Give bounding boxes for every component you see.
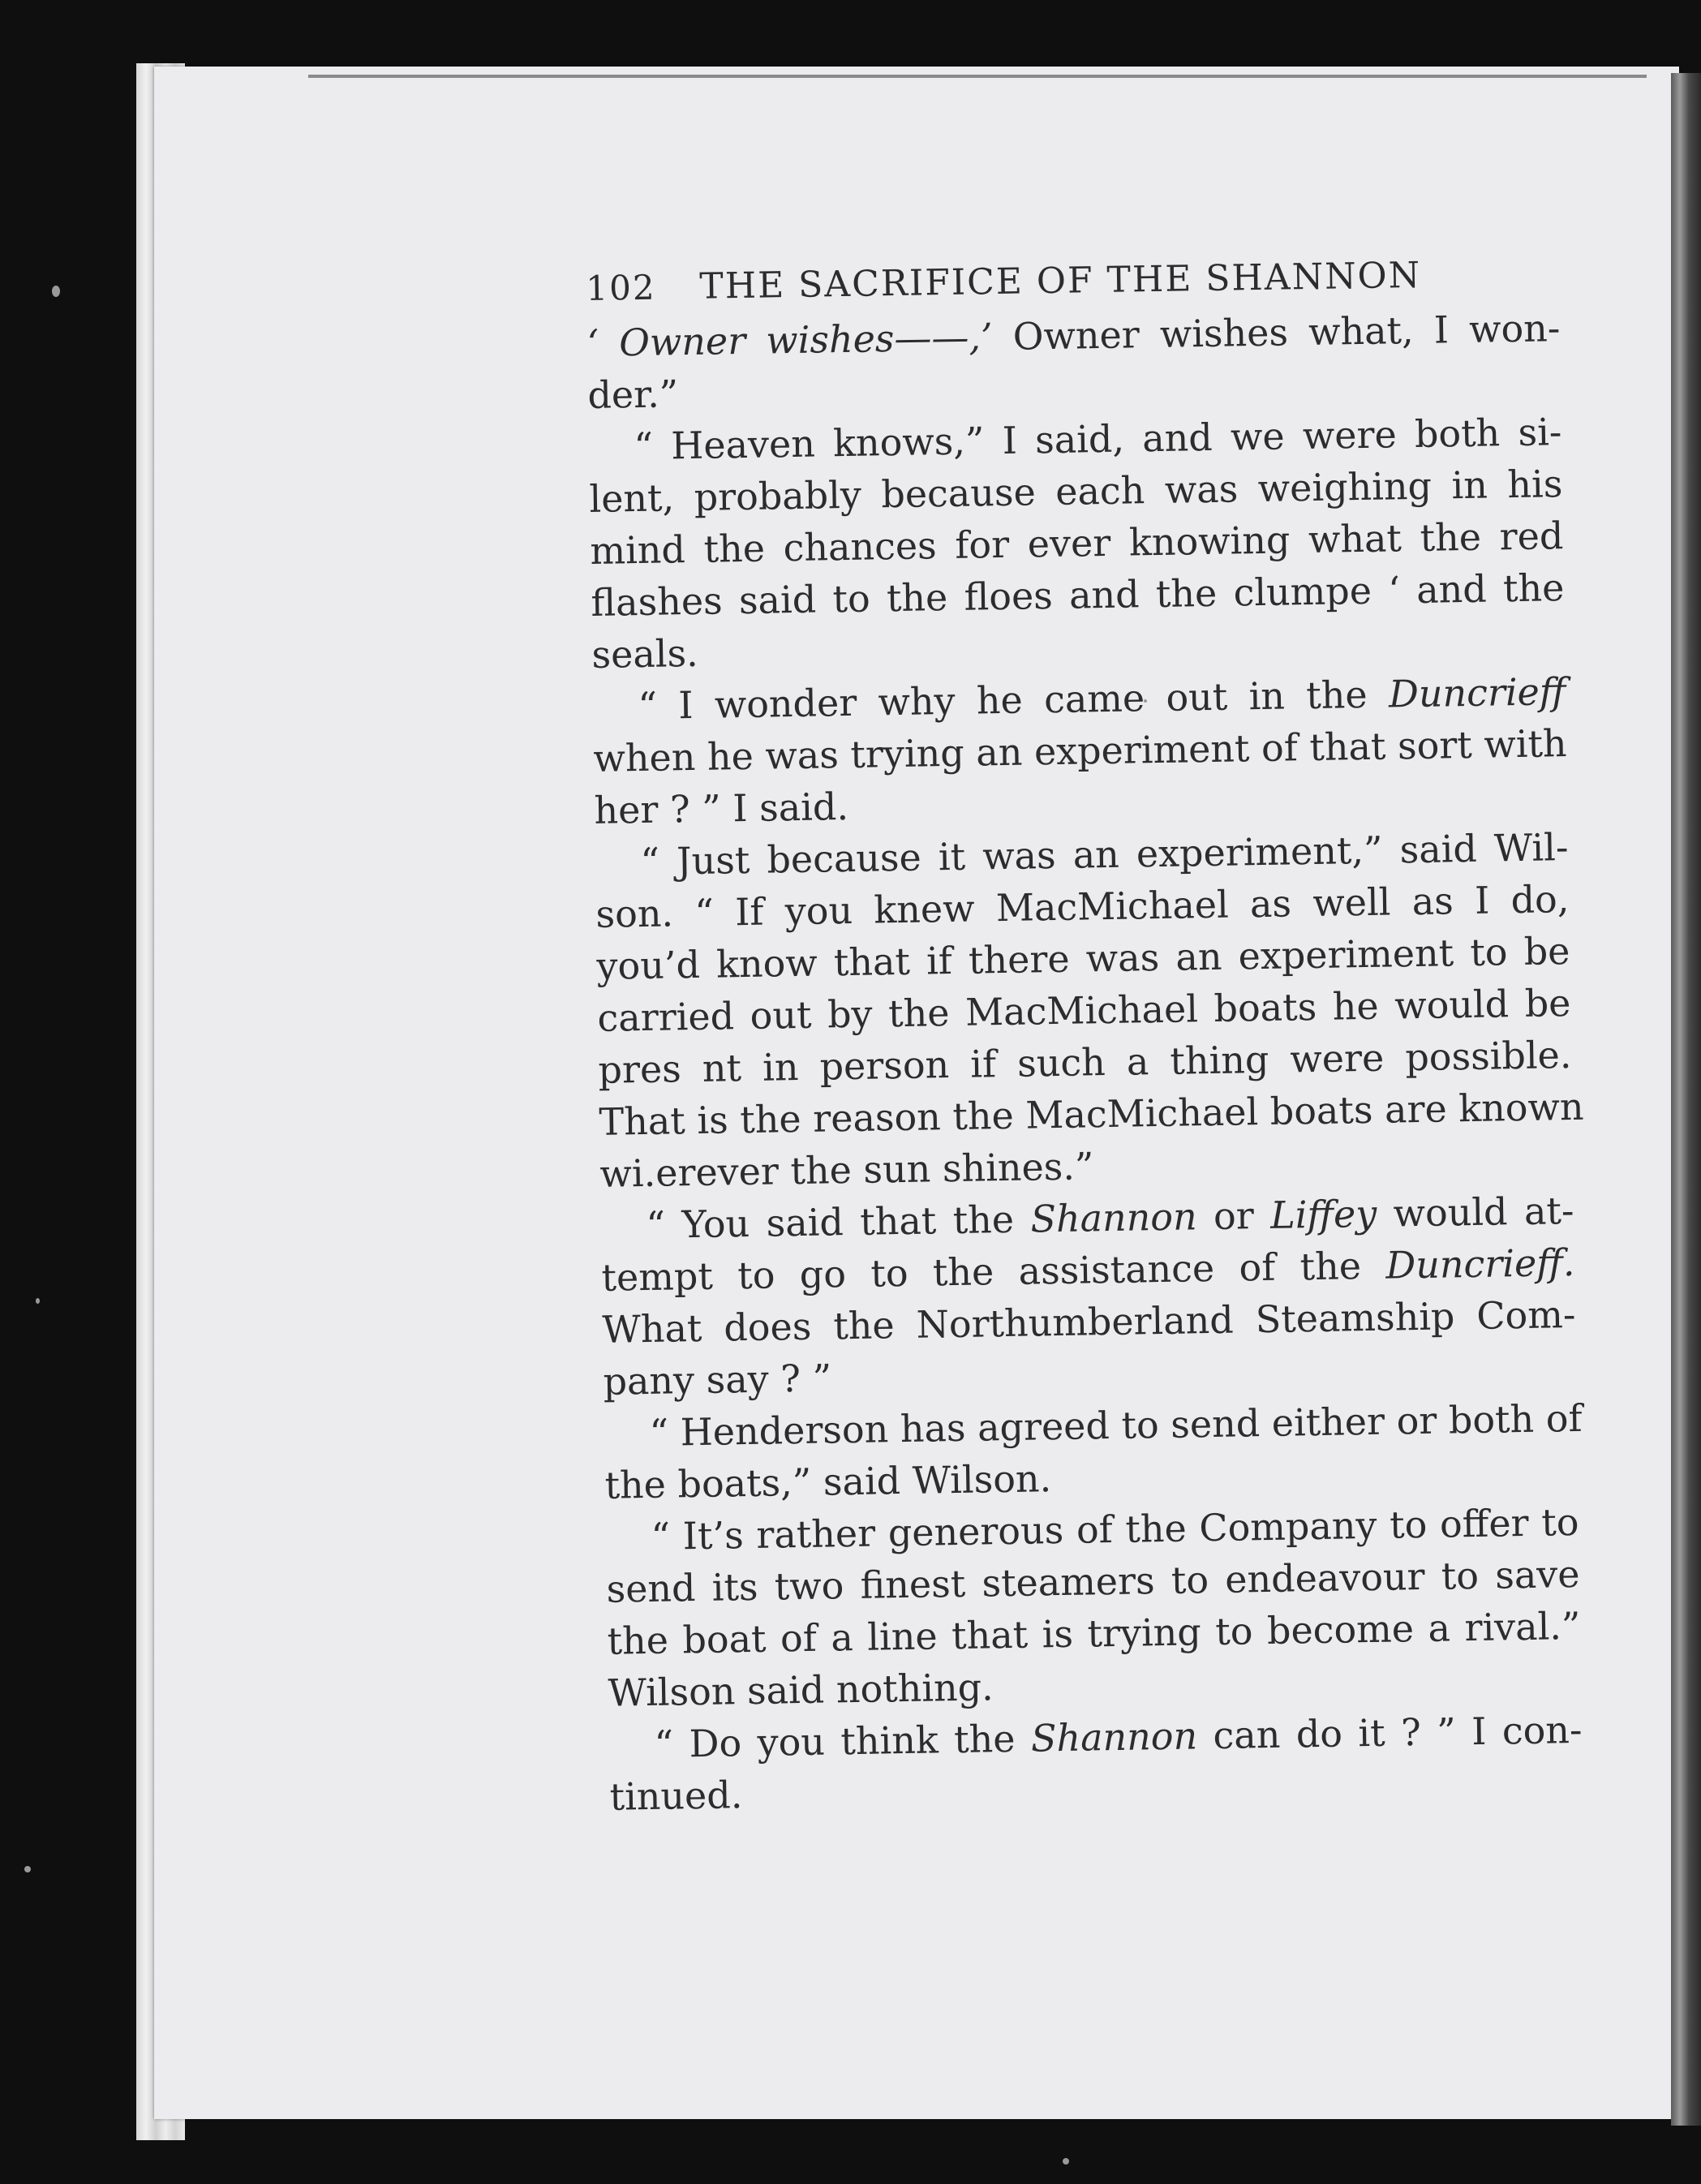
text-line: her ? ” I said. — [594, 784, 849, 832]
page-right-edge — [1671, 73, 1701, 2126]
text-run: Owner wishes what, I won- — [992, 306, 1561, 359]
paragraph-1 — [586, 302, 1561, 421]
text-line: carried out by the MacMichael boats he would be — [597, 981, 1571, 1040]
text-line: flashes said to the floes and the clumpe ‘ and the — [591, 565, 1565, 625]
paragraph-6 — [604, 1392, 1583, 1511]
text-run: tempt to go to the assistance of the — [601, 1243, 1386, 1300]
text-line: seals. — [591, 630, 699, 677]
paragraph-4 — [595, 821, 1584, 1200]
text-run: would at- — [1376, 1189, 1574, 1236]
text-run: “ You said that the — [646, 1197, 1031, 1247]
paragraph-2 — [588, 406, 1566, 681]
text-line: What does the Northumberland Steamship Com- — [602, 1292, 1576, 1352]
text-line: That is the reason the MacMichael boats are known — [599, 1084, 1584, 1144]
italic-text: Duncrieff. — [1385, 1240, 1575, 1288]
text-line: send its two finest steamers to endeavour to save — [606, 1551, 1580, 1611]
text-run: “ Do you think the — [654, 1716, 1032, 1766]
text-line: son. “ If you knew MacMichael as well as I do, — [595, 877, 1570, 936]
text-line: mind the chances for ever knowing what the red — [590, 514, 1564, 573]
italic-text: Duncrieff — [1388, 669, 1566, 716]
page-text — [586, 252, 1583, 1823]
running-head-title: THE SACRIFICE OF THE SHANNON — [698, 254, 1422, 307]
paragraph-7 — [605, 1496, 1582, 1719]
paragraph-3 — [592, 665, 1568, 836]
text-line: “ Heaven knows,” I said, and we were both si- — [634, 410, 1562, 469]
text-run: “ I wonder why he came out in the — [638, 672, 1390, 729]
text-line: the boat of a line that is trying to become a rival.” — [607, 1603, 1581, 1663]
paragraph-5 — [600, 1184, 1577, 1408]
text-line: you’d know that if there was an experiment to be — [596, 929, 1570, 988]
text-line: pres nt in person if such a thing were possible. — [598, 1033, 1572, 1092]
italic-text: Shannon — [1030, 1194, 1198, 1241]
text-line: “ It’s rather generous of the Company to offer to — [651, 1499, 1579, 1558]
text-line: tinued. — [609, 1773, 743, 1819]
italic-text: Shannon — [1030, 1713, 1198, 1761]
text-run: can do it ? ” I con- — [1196, 1707, 1583, 1758]
text-line: wi.erever the sun shines.” — [599, 1144, 1094, 1196]
italic-text: Liffey — [1269, 1191, 1377, 1237]
text-line: when he was trying an experiment of that sort with — [593, 721, 1567, 780]
text-line: “ Just because it was an experiment,” said Wil- — [640, 825, 1569, 884]
paragraph-8 — [608, 1704, 1583, 1823]
text-line: der.” — [587, 372, 679, 417]
page-top-edge-line — [308, 75, 1647, 78]
text-line: Wilson said nothing. — [608, 1665, 994, 1715]
text-line: pany say ? ” — [603, 1356, 832, 1404]
text-line: lent, probably because each was weighing in his — [589, 462, 1563, 521]
italic-text: ‘ Owner wishes——,’ — [586, 315, 994, 365]
text-line: the boats,” said Wilson. — [604, 1456, 1052, 1507]
page-number: 102 — [586, 267, 656, 308]
text-line: “ Henderson has agreed to send either or both of — [649, 1395, 1583, 1455]
text-run: or — [1196, 1193, 1271, 1239]
